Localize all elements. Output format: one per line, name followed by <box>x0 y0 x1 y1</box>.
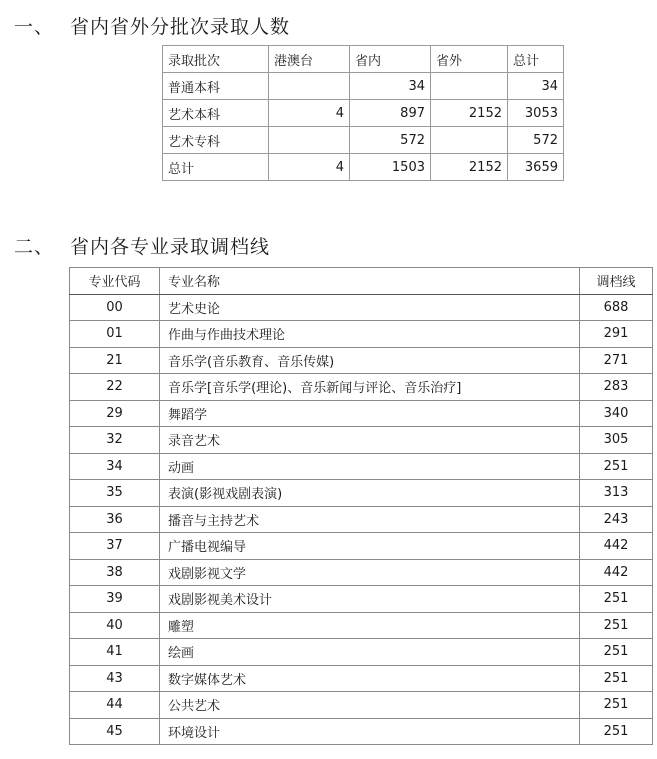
table-cell: 251 <box>580 612 653 639</box>
table-cell: 29 <box>70 400 160 427</box>
table-cell: 作曲与作曲技术理论 <box>160 321 580 348</box>
table-cell: 戏剧影视美术设计 <box>160 586 580 613</box>
table-cell: 1503 <box>350 154 431 181</box>
table-cell: 251 <box>580 665 653 692</box>
table-cell: 4 <box>269 154 350 181</box>
table-cell: 2152 <box>431 100 508 127</box>
table-cell: 艺术史论 <box>160 294 580 321</box>
table-cell: 普通本科 <box>163 73 269 100</box>
table-cell: 271 <box>580 347 653 374</box>
table-cell: 572 <box>508 127 564 154</box>
table-cell: 34 <box>70 453 160 480</box>
section1-number: 一、 <box>14 16 55 38</box>
column-header: 省外 <box>431 46 508 73</box>
table-cell: 动画 <box>160 453 580 480</box>
column-header: 专业代码 <box>70 268 160 295</box>
table-cell <box>269 127 350 154</box>
table-row <box>70 586 653 613</box>
table-row <box>70 692 653 719</box>
table-cell: 688 <box>580 294 653 321</box>
table-row <box>70 533 653 560</box>
table-cell: 34 <box>508 73 564 100</box>
table-cell: 40 <box>70 612 160 639</box>
table-cell: 251 <box>580 453 653 480</box>
table-cell: 戏剧影视文学 <box>160 559 580 586</box>
table-cell: 283 <box>580 374 653 401</box>
column-header: 录取批次 <box>163 46 269 73</box>
table-row <box>70 506 653 533</box>
table-cell: 2152 <box>431 154 508 181</box>
table-cell: 音乐学[音乐学(理论)、音乐新闻与评论、音乐治疗] <box>160 374 580 401</box>
table-row <box>163 127 564 154</box>
table-row <box>70 559 653 586</box>
table-cell: 897 <box>350 100 431 127</box>
table-row <box>70 347 653 374</box>
table-cell: 01 <box>70 321 160 348</box>
table-cell: 绘画 <box>160 639 580 666</box>
table-cell: 3659 <box>508 154 564 181</box>
table-cell: 广播电视编导 <box>160 533 580 560</box>
table-cell: 251 <box>580 718 653 745</box>
table-row <box>70 453 653 480</box>
table-row <box>70 374 653 401</box>
column-header: 调档线 <box>580 268 653 295</box>
table-cell: 32 <box>70 427 160 454</box>
table-cell: 39 <box>70 586 160 613</box>
table-cell: 44 <box>70 692 160 719</box>
table-cell: 35 <box>70 480 160 507</box>
table-cell: 公共艺术 <box>160 692 580 719</box>
table-cell: 艺术本科 <box>163 100 269 127</box>
table-row <box>70 612 653 639</box>
table-cell: 音乐学(音乐教育、音乐传媒) <box>160 347 580 374</box>
table-cell: 舞蹈学 <box>160 400 580 427</box>
table-cell: 340 <box>580 400 653 427</box>
table-row <box>70 294 653 321</box>
table-cell: 播音与主持艺术 <box>160 506 580 533</box>
table-cell: 305 <box>580 427 653 454</box>
table-cell <box>431 127 508 154</box>
column-header: 总计 <box>508 46 564 73</box>
table-cell: 录音艺术 <box>160 427 580 454</box>
table-header-row <box>70 268 653 295</box>
table-cell: 22 <box>70 374 160 401</box>
section2-heading <box>0 232 270 259</box>
table-cell <box>269 73 350 100</box>
table-cell: 环境设计 <box>160 718 580 745</box>
table-cell: 总计 <box>163 154 269 181</box>
table-cell: 251 <box>580 639 653 666</box>
table-cell: 雕塑 <box>160 612 580 639</box>
table-cell: 442 <box>580 533 653 560</box>
column-header: 省内 <box>350 46 431 73</box>
table-cell <box>431 73 508 100</box>
table-cell: 34 <box>350 73 431 100</box>
table-cell: 45 <box>70 718 160 745</box>
section1-heading <box>0 12 290 39</box>
table-cell: 291 <box>580 321 653 348</box>
table-cell: 37 <box>70 533 160 560</box>
table-row <box>163 73 564 100</box>
admissions-by-batch-table <box>162 45 564 181</box>
section1-title: 省内省外分批次录取人数 <box>70 16 291 38</box>
table-row <box>163 100 564 127</box>
table-cell: 442 <box>580 559 653 586</box>
table-row <box>70 718 653 745</box>
table-header-row <box>163 46 564 73</box>
table-row <box>70 480 653 507</box>
table-cell: 艺术专科 <box>163 127 269 154</box>
table-cell: 251 <box>580 692 653 719</box>
table-cell: 21 <box>70 347 160 374</box>
table-row <box>163 154 564 181</box>
table-row <box>70 321 653 348</box>
table-cell: 41 <box>70 639 160 666</box>
table-cell: 3053 <box>508 100 564 127</box>
table-cell: 243 <box>580 506 653 533</box>
table-cell: 43 <box>70 665 160 692</box>
table-cell: 572 <box>350 127 431 154</box>
table-row <box>70 400 653 427</box>
section2-number: 二、 <box>14 236 55 258</box>
table-cell: 313 <box>580 480 653 507</box>
table-cell: 表演(影视戏剧表演) <box>160 480 580 507</box>
table-row <box>70 639 653 666</box>
table-cell: 38 <box>70 559 160 586</box>
table-cell: 数字媒体艺术 <box>160 665 580 692</box>
cutoff-score-table <box>69 267 653 745</box>
column-header: 专业名称 <box>160 268 580 295</box>
column-header: 港澳台 <box>269 46 350 73</box>
table-cell: 00 <box>70 294 160 321</box>
table-cell: 4 <box>269 100 350 127</box>
section2-title: 省内各专业录取调档线 <box>70 236 271 258</box>
table-cell: 36 <box>70 506 160 533</box>
table-row <box>70 665 653 692</box>
table-row <box>70 427 653 454</box>
table-cell: 251 <box>580 586 653 613</box>
